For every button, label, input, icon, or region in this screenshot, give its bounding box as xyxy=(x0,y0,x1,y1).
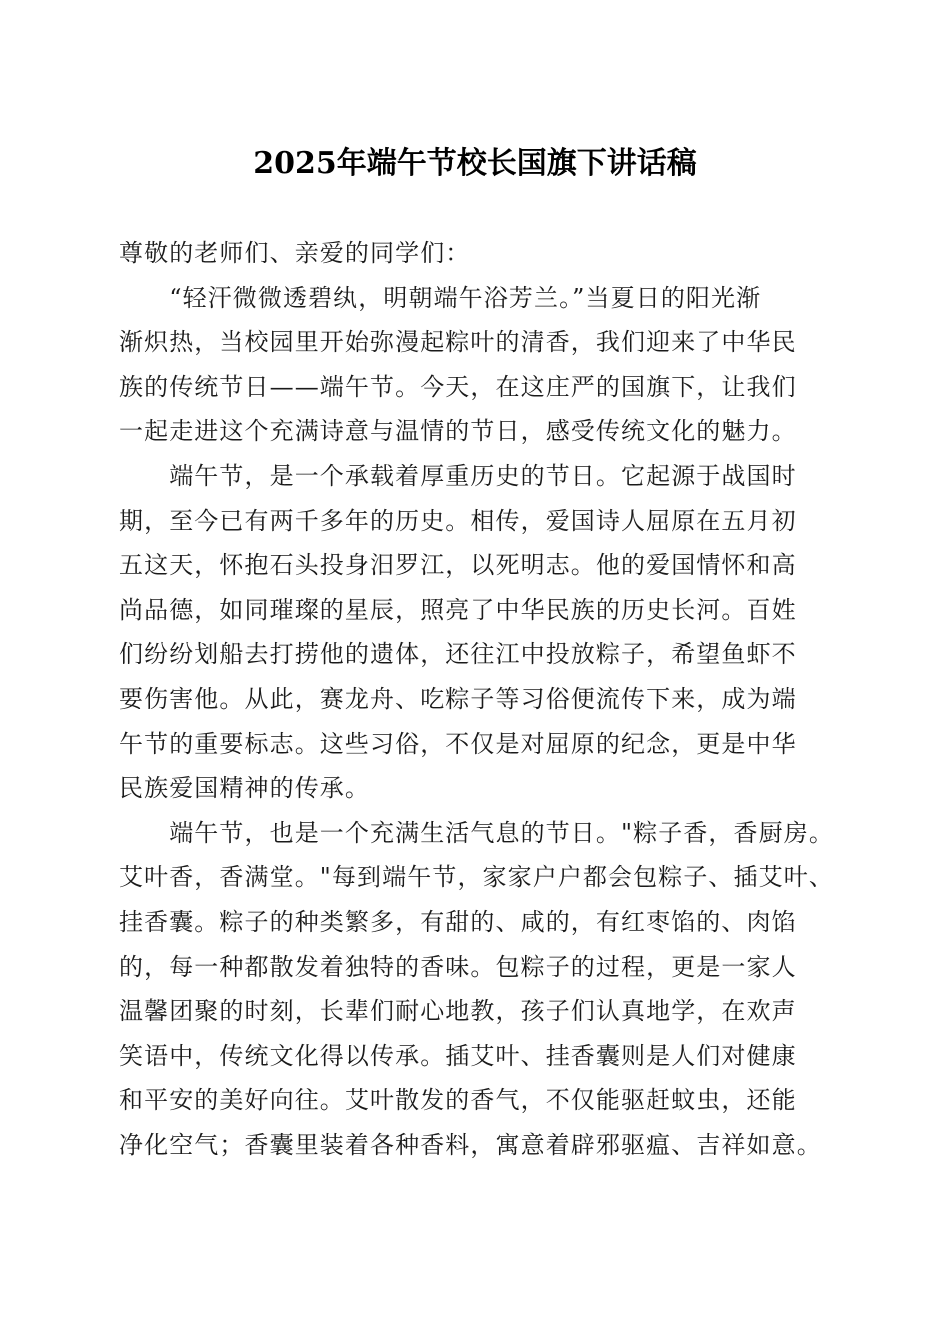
text-line: 要伤害他。从此，赛龙舟、吃粽子等习俗便流传下来，成为端 xyxy=(119,684,797,713)
text-line: 的，每一种都散发着独特的香味。包粽子的过程，更是一家人 xyxy=(119,952,797,981)
text-line: 们纷纷划船去打捞他的遗体，还往江中投放粽子，希望鱼虾不 xyxy=(119,640,797,669)
text-line: 端午节，是一个承载着厚重历史的节日。它起源于战国时 xyxy=(119,461,797,490)
text-line: 净化空气；香囊里装着各种香料，寓意着辟邪驱瘟、吉祥如意。 xyxy=(119,1130,822,1159)
text-line: 五这天，怀抱石头投身汨罗江，以死明志。他的爱国情怀和高 xyxy=(119,551,797,580)
text-line: 尊敬的老师们、亲爱的同学们： xyxy=(119,239,471,267)
text-line: 族的传统节日——端午节。今天，在这庄严的国旗下，让我们 xyxy=(119,372,797,401)
text-line: 渐炽热，当校园里开始弥漫起粽叶的清香，我们迎来了中华民 xyxy=(119,328,797,357)
text-line: “轻汗微微透碧纨，明朝端午浴芳兰。”当夏日的阳光渐 xyxy=(119,283,762,312)
text-line: 温馨团聚的时刻，长辈们耐心地教，孩子们认真地学，在欢声 xyxy=(119,997,797,1026)
text-line: 挂香囊。粽子的种类繁多，有甜的、咸的，有红枣馅的、肉馅 xyxy=(119,907,797,936)
text-line: 午节的重要标志。这些习俗，不仅是对屈原的纪念，更是中华 xyxy=(119,729,797,758)
text-line: 笑语中，传统文化得以传承。插艾叶、挂香囊则是人们对健康 xyxy=(119,1041,797,1070)
text-line: 端午节，也是一个充满生活气息的节日。"粽子香，香厨房。 xyxy=(119,818,834,847)
text-line: 和平安的美好向往。艾叶散发的香气，不仅能驱赶蚊虫，还能 xyxy=(119,1086,797,1115)
text-line: 尚品德，如同璀璨的星辰，照亮了中华民族的历史长河。百姓 xyxy=(119,595,797,624)
text-line: 一起走进这个充满诗意与温情的节日，感受传统文化的魅力。 xyxy=(119,417,797,446)
document-body xyxy=(119,231,834,1167)
text-line: 艾叶香，香满堂。"每到端午节，家家户户都会包粽子、插艾叶、 xyxy=(119,863,834,892)
text-line: 民族爱国精神的传承。 xyxy=(119,774,370,803)
document-title: 2025年端午节校长国旗下讲话稿 xyxy=(253,146,697,181)
text-line: 期，至今已有两千多年的历史。相传，爱国诗人屈原在五月初 xyxy=(119,506,797,535)
